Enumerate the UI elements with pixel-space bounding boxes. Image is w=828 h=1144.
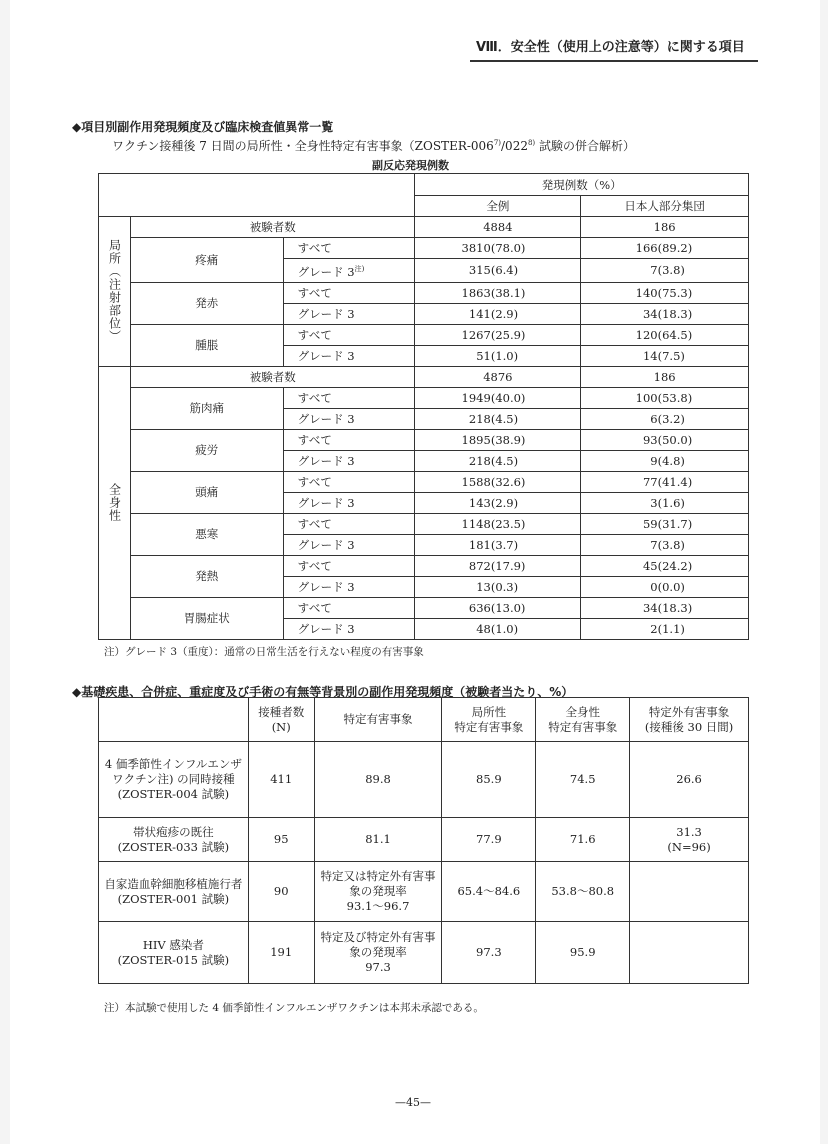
col-header: 特定有害事象 [314, 698, 442, 742]
page-number: —45— [395, 1096, 431, 1109]
count: 1267 [461, 327, 491, 342]
background-frequency-table [98, 697, 749, 984]
percent: (40.0) [490, 390, 526, 405]
group-label-systemic: 全身性 [99, 366, 131, 639]
all-count [415, 345, 581, 366]
grade-label [283, 492, 415, 513]
table-row [99, 597, 749, 618]
header-row [99, 698, 749, 742]
grade-text: グレード 3 [297, 453, 355, 468]
percent: (50.0) [657, 432, 693, 447]
grade-label [283, 597, 415, 618]
percent: (38.9) [490, 432, 526, 447]
event-name: 胃腸症状 [130, 597, 283, 639]
jp-count [581, 387, 749, 408]
table-row [99, 324, 749, 345]
subtitle-text: ワクチン接種後 7 日間の局所性・全身性特定有害事象（ZOSTER-006 [112, 139, 494, 153]
subtitle-mid: /022 [501, 139, 528, 153]
table-row [99, 429, 749, 450]
event-name: 頭痛 [130, 471, 283, 513]
event-name: 発赤 [130, 282, 283, 324]
all-count [415, 492, 581, 513]
percent: (0.0) [657, 579, 685, 594]
jp-count [581, 534, 749, 555]
subjects-label: 被験者数 [130, 366, 414, 387]
jp-count [581, 513, 749, 534]
header-blank [99, 698, 249, 742]
percent: (75.3) [657, 285, 693, 300]
all-count [415, 324, 581, 345]
all-count [415, 282, 581, 303]
count: 141 [468, 306, 491, 321]
jp-count [581, 324, 749, 345]
count: 0 [650, 579, 658, 594]
jp-count [581, 259, 749, 283]
percent: (3.8) [657, 263, 685, 278]
percent: (38.1) [490, 285, 526, 300]
percent: (18.3) [657, 306, 693, 321]
table-row [99, 282, 749, 303]
section1-subtitle [112, 137, 635, 154]
percent: (18.3) [657, 600, 693, 615]
local-value: 85.9 [442, 742, 536, 818]
count: 1863 [461, 285, 491, 300]
count: 2 [650, 621, 658, 636]
n-value: 90 [248, 862, 314, 922]
count: 45 [642, 558, 658, 573]
grade-label [283, 408, 415, 429]
jp-count [581, 597, 749, 618]
count: 59 [642, 516, 658, 531]
row-label: HIV 感染者 (ZOSTER-015 試験) [99, 922, 249, 984]
percent: (1.1) [657, 621, 685, 636]
subjects-label: 被験者数 [130, 217, 414, 238]
grade-text: すべて [297, 516, 332, 531]
jp-count [581, 408, 749, 429]
n-value: 95 [248, 818, 314, 862]
all-count [415, 303, 581, 324]
grade-text: すべて [297, 285, 332, 300]
percent: (1.0) [490, 621, 519, 636]
percent: (3.2) [657, 411, 685, 426]
jp-count [581, 238, 749, 259]
subjects-all: 4884 [415, 217, 581, 238]
grade-text: すべて [297, 241, 332, 255]
percent: (2.9) [490, 495, 519, 510]
systemic-value: 74.5 [536, 742, 630, 818]
percent: (17.9) [490, 558, 526, 573]
grade-label [283, 387, 415, 408]
sae-value: 特定及び特定外有害事象の発現率 97.3 [314, 922, 442, 984]
percent: (4.5) [490, 453, 519, 468]
percent: (6.4) [490, 263, 519, 278]
jp-count [581, 429, 749, 450]
grade-text: すべて [297, 432, 332, 447]
grade-text: グレード 3 [297, 621, 355, 636]
count: 6 [650, 411, 658, 426]
subjects-jp: 186 [581, 366, 749, 387]
ref-7: 7) [493, 139, 502, 147]
all-count [415, 597, 581, 618]
grade-text: グレード 3 [297, 411, 355, 426]
n-value: 411 [248, 742, 314, 818]
all-count [415, 450, 581, 471]
table-row [99, 238, 749, 259]
grade-label [283, 618, 415, 639]
count: 315 [468, 263, 491, 278]
grade-text: すべて [297, 390, 332, 405]
percent: (89.2) [657, 241, 693, 255]
count: 218 [468, 453, 491, 468]
count: 120 [635, 327, 658, 342]
table-row [99, 555, 749, 576]
all-count [415, 618, 581, 639]
jp-count [581, 492, 749, 513]
percent: (78.0) [490, 241, 526, 255]
grade-label [283, 282, 415, 303]
grade-label [283, 238, 415, 259]
count: 636 [468, 600, 491, 615]
event-name: 筋肉痛 [130, 387, 283, 429]
count: 140 [635, 285, 658, 300]
subjects-all: 4876 [415, 366, 581, 387]
grade-label [283, 303, 415, 324]
sae-value: 特定又は特定外有害事象の発現率 93.1〜96.7 [314, 862, 442, 922]
grade-text: グレード 3 [297, 306, 355, 321]
systemic-value: 95.9 [536, 922, 630, 984]
grade-text: グレード 3 [297, 579, 355, 594]
table2-note: 注）本試験で使用した 4 価季節性インフルエンザワクチンは本邦未承認である。 [104, 1002, 484, 1014]
grade-text: グレード 3 [297, 537, 355, 552]
count: 13 [476, 579, 491, 594]
grade-label [283, 324, 415, 345]
section2-title: ◆基礎疾患、合併症、重症度及び手術の有無等背景別の副作用発現頻度（被験者当たり、%） [72, 685, 574, 699]
all-count [415, 387, 581, 408]
count: 3 [650, 495, 658, 510]
grade-text: すべて [297, 558, 332, 573]
all-count [415, 238, 581, 259]
section1-title: ◆項目別副作用発現頻度及び臨床検査値異常一覧 [72, 120, 334, 134]
count: 77 [642, 474, 658, 489]
jp-count [581, 345, 749, 366]
percent: (3.8) [657, 537, 685, 552]
count: 100 [635, 390, 658, 405]
count: 218 [468, 411, 491, 426]
grade-label [283, 259, 415, 283]
percent: (1.0) [490, 348, 519, 363]
sae-value: 89.8 [314, 742, 442, 818]
all-count [415, 408, 581, 429]
count: 1895 [461, 432, 491, 447]
header-blank [99, 174, 415, 217]
all-count [415, 513, 581, 534]
systemic-value: 71.6 [536, 818, 630, 862]
local-value: 97.3 [442, 922, 536, 984]
percent: (23.5) [490, 516, 526, 531]
col-all-header: 全例 [415, 196, 581, 217]
grade-label [283, 576, 415, 597]
n-value: 191 [248, 922, 314, 984]
other-value [630, 922, 749, 984]
sae-value: 81.1 [314, 818, 442, 862]
event-name: 悪寒 [130, 513, 283, 555]
local-value: 65.4〜84.6 [442, 862, 536, 922]
count: 1949 [461, 390, 491, 405]
count: 14 [642, 348, 658, 363]
table-row [99, 742, 749, 818]
other-value: 26.6 [630, 742, 749, 818]
all-count [415, 429, 581, 450]
jp-count [581, 618, 749, 639]
percent: (0.3) [490, 579, 519, 594]
count: 93 [642, 432, 658, 447]
table-row [99, 862, 749, 922]
other-value [630, 862, 749, 922]
count: 7 [650, 537, 658, 552]
jp-count [581, 555, 749, 576]
percent: (3.7) [490, 537, 519, 552]
event-name: 疼痛 [130, 238, 283, 283]
percent: (2.9) [490, 306, 519, 321]
grade-text: グレード 3 [297, 264, 355, 279]
count: 7 [650, 263, 658, 278]
jp-count [581, 303, 749, 324]
adverse-reaction-table [98, 173, 749, 640]
percent: (53.8) [657, 390, 693, 405]
percent: (31.7) [657, 516, 693, 531]
grade-label [283, 429, 415, 450]
percent: (25.9) [490, 327, 526, 342]
percent: (13.0) [490, 600, 526, 615]
table-row [99, 471, 749, 492]
count: 51 [476, 348, 491, 363]
all-count [415, 471, 581, 492]
event-name: 疲労 [130, 429, 283, 471]
count: 166 [635, 241, 658, 255]
count: 872 [468, 558, 491, 573]
percent: (32.6) [490, 474, 526, 489]
grade-label [283, 450, 415, 471]
section-header: Ⅷ．安全性（使用上の注意等）に関する項目 [470, 36, 758, 62]
col-header: 局所性 特定有害事象 [442, 698, 536, 742]
percent: (64.5) [657, 327, 693, 342]
count: 1588 [461, 474, 491, 489]
percent: (24.2) [657, 558, 693, 573]
ref-8: 8) [527, 139, 536, 147]
row-label: 自家造血幹細胞移植施行者 (ZOSTER-001 試験) [99, 862, 249, 922]
table-row [99, 922, 749, 984]
grade-label [283, 345, 415, 366]
group-label-local: 局所（注射部位） [99, 217, 131, 367]
note-ref: 注) [354, 265, 365, 273]
table1-note: 注）グレード 3（重度）：通常の日常生活を行えない程度の有害事象 [104, 646, 424, 658]
col-header: 全身性 特定有害事象 [536, 698, 630, 742]
all-count [415, 555, 581, 576]
percent: (4.8) [657, 453, 685, 468]
subjects-jp: 186 [581, 217, 749, 238]
jp-count [581, 450, 749, 471]
percent: (4.5) [490, 411, 519, 426]
event-name: 腫脹 [130, 324, 283, 366]
row-label: 帯状疱疹の既往 (ZOSTER-033 試験) [99, 818, 249, 862]
systemic-value: 53.8〜80.8 [536, 862, 630, 922]
all-count [415, 576, 581, 597]
count: 1148 [461, 516, 491, 531]
grade-text: グレード 3 [297, 348, 355, 363]
count: 48 [476, 621, 491, 636]
table-caption: 副反応発現例数 [372, 159, 449, 172]
other-value: 31.3 (N=96) [630, 818, 749, 862]
jp-count [581, 471, 749, 492]
grade-text: グレード 3 [297, 495, 355, 510]
count: 34 [642, 600, 658, 615]
count: 181 [468, 537, 491, 552]
table-row [99, 818, 749, 862]
col-header: 接種者数 (N) [248, 698, 314, 742]
col-jp-header: 日本人部分集団 [581, 196, 749, 217]
grade-text: すべて [297, 600, 332, 615]
all-count [415, 534, 581, 555]
row-label: 4 価季節性インフルエンザワクチン注) の同時接種 (ZOSTER-004 試験) [99, 742, 249, 818]
count: 143 [468, 495, 491, 510]
percent: (41.4) [657, 474, 693, 489]
count: 34 [642, 306, 658, 321]
percent: (1.6) [657, 495, 685, 510]
count: 9 [650, 453, 658, 468]
table-row [99, 513, 749, 534]
table-row [99, 387, 749, 408]
all-count [415, 259, 581, 283]
jp-count [581, 282, 749, 303]
grade-text: すべて [297, 327, 332, 342]
local-value: 77.9 [442, 818, 536, 862]
jp-count [581, 576, 749, 597]
grade-label [283, 555, 415, 576]
grade-text: すべて [297, 474, 332, 489]
col-header: 特定外有害事象 (接種後 30 日間) [630, 698, 749, 742]
grade-label [283, 534, 415, 555]
col-group-header: 発現例数（%） [415, 174, 749, 196]
percent: (7.5) [657, 348, 685, 363]
event-name: 発熱 [130, 555, 283, 597]
grade-label [283, 471, 415, 492]
count: 3810 [461, 241, 491, 255]
grade-label [283, 513, 415, 534]
subtitle-end: 試験の併合解析） [538, 139, 635, 153]
